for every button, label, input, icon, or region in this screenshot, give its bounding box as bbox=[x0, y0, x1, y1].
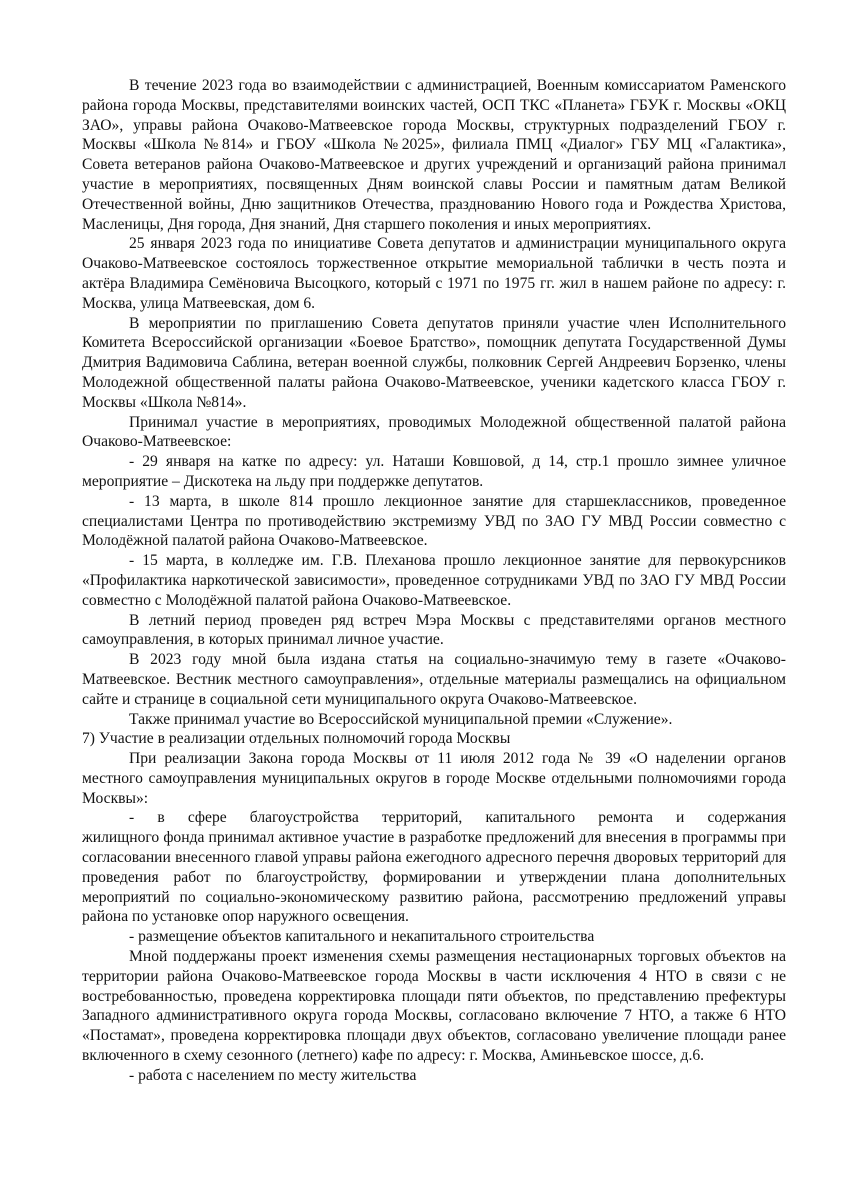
list-item-jan-29: - 29 января на катке по адресу: ул. Наташи Ковшовой, д 14, стр.1 прошло зимнее уличное мероприятие – Дискотека на льду при поддержке депутатов. bbox=[82, 453, 786, 490]
paragraph-events-2023: В течение 2023 года во взаимодействии с администрацией, Военным комиссариатом Раменского района города Москвы, представителями воинских частей, ОСП ТКС «Планета» ГБУК г. Москвы «ОКЦ ЗАО», управы района Очаково-Матвеевское города Москвы, структурных подразделений ГБОУ г. Москвы «Школа №814» и ГБОУ «Школа №2025», филиала ПМЦ «Диалог» ГБУ МЦ «Галактика», Совета ветеранов района Очаково-Матвеевское и других учреждений и организаций района принимал участие в мероприятиях, посвященных Дням воинской славы России и памятным датам Великой Отечественной войны, Дню защитников Отечества, празднованию Нового года и Рождества Христова, Масленицы, Дня города, Дня знаний, Дня старшего поколения и иных мероприятиях. bbox=[82, 77, 786, 233]
paragraph-event-participants: В мероприятии по приглашению Совета депутатов приняли участие член Исполнительного Комитета Всероссийской организации «Боевое Братство», помощник депутата Государственной Думы Дмитрия Вадимовича Саблина, ветеран военной службы, полковник Сергей Андреевич Борзенко, члены Молодежной общественной палаты района Очаково-Матвеевское, ученики кадетского класса ГБОУ г. Москвы «Школа №814». bbox=[82, 314, 786, 411]
section-heading-7: 7) Участие в реализации отдельных полномочий города Москвы bbox=[82, 730, 511, 748]
list-item-improvement: - в сфере благоустройства территорий, капитального ремонта и содержания bbox=[129, 809, 786, 827]
list-item-population-work: - работа с населением по месту жительства bbox=[129, 1066, 417, 1084]
paragraph-mayor-meetings: В летний период проведен ряд встреч Мэра Москвы с представителями органов местного самоуправления, в которых принимал личное участие. bbox=[82, 611, 786, 649]
paragraph-youth-chamber-intro: Принимал участие в мероприятиях, проводимых Молодежной общественной палатой района Очаково-Матвеевское: bbox=[82, 413, 786, 451]
paragraph-vysotsky-plaque: 25 января 2023 года по инициативе Совета депутатов и администрации муниципального округа Очаково-Матвеевское состоялось торжественное открытие мемориальной таблички в честь поэта и актёра Владимира Семёновича Высоцкого, который с 1971 по 1975 гг. жил в нашем районе по адресу: г. Москва, улица Матвеевская, дом 6. bbox=[82, 235, 786, 312]
paragraph-moscow-law: При реализации Закона города Москвы от 11 июля 2012 года № 39 «О наделении органов местного самоуправления муниципальных округов в городе Москве отдельными полномочиями города Москвы»: bbox=[82, 750, 786, 807]
paragraph-award: Также принимал участие во Всероссийской муниципальной премии «Служение». bbox=[129, 710, 673, 728]
paragraph-nto-scheme: Мной поддержаны проект изменения схемы размещения нестационарных торговых объектов на территории района Очаково-Матвеевское города Москвы в части исключения 4 НТО в связи с не востребованностью, проведена корректировка площади пяти объектов, по представлению префектуры Западного административного округа города Москвы, согласовано включение 7 НТО, а также 6 НТО «Постамат», проведена корректировка площади двух объектов, согласовано увеличение площади ранее включенного в схему сезонного (летнего) кафе по адресу: г. Москва, Аминьевское шоссе, д.6. bbox=[82, 948, 786, 1065]
paragraph-improvement-details: жилищного фонда принимал активное участие в разработке предложений для внесения в программы при согласовании внесенного главой управы района ежегодного адресного перечня дворовых территорий для проведения работ по благоустройству, формировании и утверждении плана дополнительных мероприятий по социально-экономическому развитию района, рассмотрению предложений управы района по установке опор наружного освещения. bbox=[82, 829, 786, 926]
paragraph-article: В 2023 году мной была издана статья на социально-значимую тему в газете «Очаково-Матвеевское. Вестник местного самоуправления», отдельные материалы размещались на официальном сайте и странице в социальной сети муниципального округа Очаково-Матвеевское. bbox=[82, 651, 786, 708]
list-item-mar-13: - 13 марта, в школе 814 прошло лекционное занятие для старшеклассников, проведенное специалистами Центра по противодействию экстремизму УВД по ЗАО ГУ МВД России совместно с Молодёжной палатой района Очаково-Матвеевское. bbox=[82, 492, 786, 550]
list-item-mar-15: - 15 марта, в колледже им. Г.В. Плеханова прошло лекционное занятие для первокурсников «Профилактика наркотической зависимости», проведенное сотрудниками УВД по ЗАО ГУ МВД России совместно с Молодёжной палатой района Очаково-Матвеевское. bbox=[82, 552, 786, 609]
list-item-construction: - размещение объектов капитального и некапитального строительства bbox=[129, 928, 595, 946]
